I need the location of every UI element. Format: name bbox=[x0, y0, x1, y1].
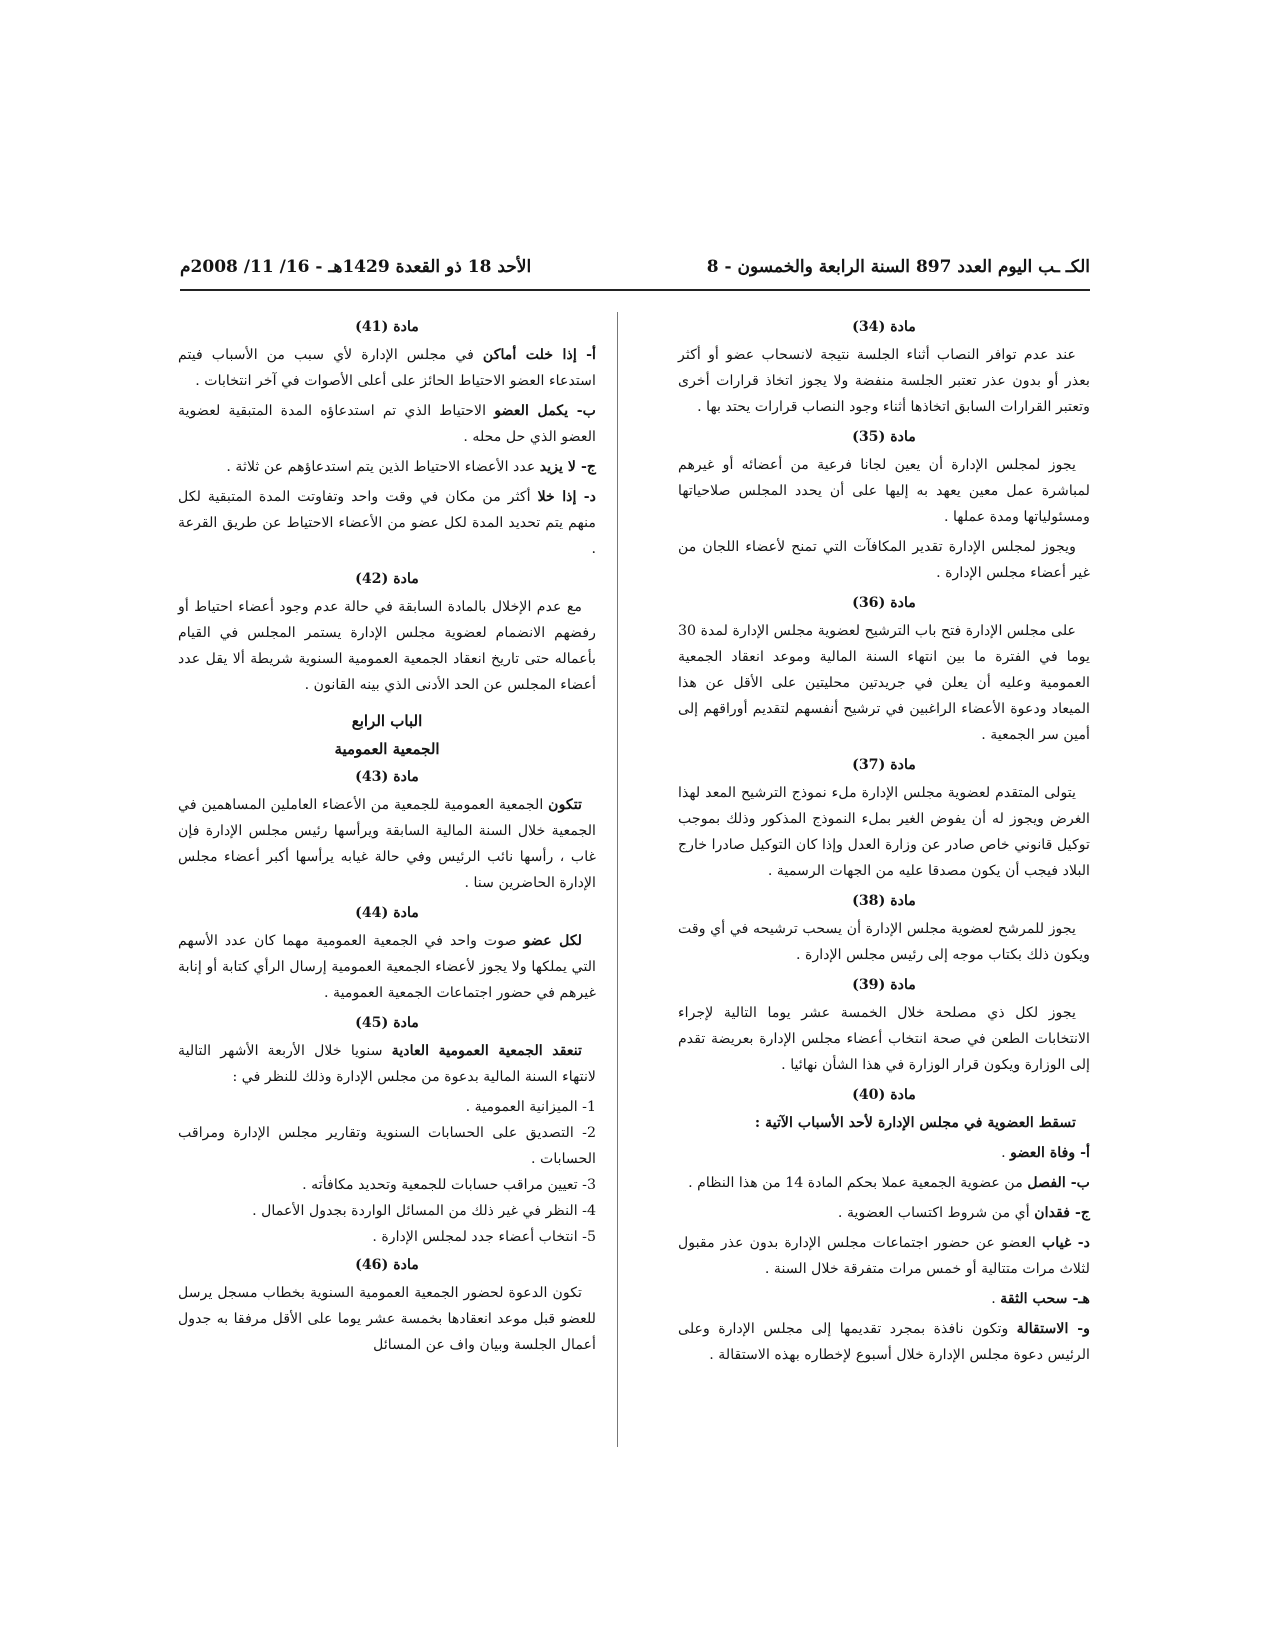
item-text: الاحتياط الذي تم استدعاؤه المدة المتبقية لعضوية العضو الذي حل محله . bbox=[178, 403, 596, 445]
article-41-item-a bbox=[178, 342, 596, 394]
item-text: العضو عن حضور اجتماعات مجلس الإدارة بدون عذر مقبول لثلاث مرات متتالية أو خمس مرات متفرقة خلال السنة . bbox=[678, 1235, 1090, 1277]
article-lead: لكل عضو bbox=[523, 933, 582, 949]
article-lead: تتكون bbox=[548, 797, 582, 813]
article-45-item-5: 5- انتخاب أعضاء جدد لمجلس الإدارة . bbox=[372, 1229, 596, 1245]
article-45-item-2: 2- التصديق على الحسابات السنوية وتقارير مجلس الإدارة ومراقب الحسابات . bbox=[178, 1125, 596, 1167]
item-lead: ج- لا يزيد bbox=[539, 459, 596, 475]
article-43-title: مادة (43) bbox=[355, 769, 419, 785]
article-34-title: مادة (34) bbox=[852, 319, 916, 335]
article-body: الجمعية العمومية للجمعية من الأعضاء العاملين المساهمين في الجمعية خلال السنة المالية السابقة ويرأسها رئيس مجلس الإدارة فإن غاب ، رأسها نائب الرئيس وفي حالة غيابه يرأسها أكبر أعضاء مجلس الإدارة الحاضرين سنا . bbox=[178, 797, 596, 891]
article-46-text: تكون الدعوة لحضور الجمعية العمومية السنوية بخطاب مسجل يرسل للعضو قبل موعد انعقادها بخمسة عشر يوما على الأقل مرفقا به جدول أعمال الجلسة وبيان واف عن المسائل bbox=[178, 1285, 596, 1353]
article-35-title: مادة (35) bbox=[852, 429, 916, 445]
item-text: في مجلس الإدارة لأي سبب من الأسباب فيتم استدعاء العضو الاحتياط الحائز على أعلى الأصوات في آخر انتخابات . bbox=[178, 347, 596, 389]
article-40-item-c bbox=[678, 1200, 1090, 1226]
issue-date: الأحد 18 ذو القعدة 1429هـ - 16/ 11/ 2008م bbox=[180, 257, 532, 277]
article-41-item-b bbox=[178, 398, 596, 450]
article-36-text: على مجلس الإدارة فتح باب الترشيح لعضوية مجلس الإدارة لمدة 30 يوما في الفترة ما بين انتهاء السنة المالية وموعد انعقاد الجمعية العمومية وعليه أن يعلن في جريدتين محليتين على الأقل عن هذا الميعاد ودعوة الأعضاء الراغبين في ترشيح أنفسهم لتقديم أوراقهم إلى أمين سر الجمعية . bbox=[678, 623, 1090, 743]
article-35-paragraph-1: يجوز لمجلس الإدارة أن يعين لجانا فرعية من أعضائه أو غيرهم لمباشرة عمل معين يعهد به إليها على أن يحدد المجلس صلاحياتها ومسئولياتها ومدة عملها . bbox=[678, 457, 1090, 525]
item-text: أي من شروط اكتساب العضوية . bbox=[837, 1205, 1035, 1221]
article-40-title: مادة (40) bbox=[852, 1087, 916, 1103]
right-column bbox=[678, 312, 1090, 1372]
article-40-intro: تسقط العضوية في مجلس الإدارة لأحد الأسباب الآتية : bbox=[754, 1115, 1076, 1131]
item-lead: د- غياب bbox=[1041, 1235, 1090, 1251]
item-lead: د- إذا خلا bbox=[537, 489, 596, 505]
article-39-text: يجوز لكل ذي مصلحة خلال الخمسة عشر يوما التالية لإجراء الانتخابات الطعن في صحة انتخاب أعضاء مجلس الإدارة بعريضة تقدم إلى الوزارة ويكون قرار الوزارة في هذا الشأن نهائيا . bbox=[678, 1005, 1090, 1073]
article-41-title: مادة (41) bbox=[355, 319, 419, 335]
article-lead: تنعقد الجمعية العمومية العادية bbox=[391, 1043, 582, 1059]
article-37-text: يتولى المتقدم لعضوية مجلس الإدارة ملء نموذج الترشيح المعد لهذا الغرض ويجوز له أن يفوض الغير بملء النموذج المذكور وذلك بموجب توكيل قانوني خاص صادر عن وزارة العدل وإذا كان التوكيل صادرا خارج البلاد فيجب أن يكون مصدقا عليه من الجهات الرسمية . bbox=[678, 785, 1090, 879]
article-35-paragraph-2: ويجوز لمجلس الإدارة تقدير المكافآت التي تمنح لأعضاء اللجان من غير أعضاء مجلس الإدارة . bbox=[678, 539, 1090, 581]
article-37-title: مادة (37) bbox=[852, 757, 916, 773]
article-44-text bbox=[178, 928, 596, 1006]
item-text: . bbox=[1001, 1145, 1011, 1161]
article-39-title: مادة (39) bbox=[852, 977, 916, 993]
item-lead: ب- الفصل bbox=[1027, 1175, 1090, 1191]
article-42-title: مادة (42) bbox=[355, 571, 419, 587]
article-42-text: مع عدم الإخلال بالمادة السابقة في حالة عدم وجود أعضاء احتياط أو رفضهم الانضمام لعضوية مجلس الإدارة يستمر المجلس في القيام بأعماله حتى تاريخ انعقاد الجمعية العمومية السنوية شريطة ألا يقل عدد أعضاء المجلس عن الحد الأدنى الذي بينه القانون . bbox=[178, 599, 596, 693]
left-column bbox=[178, 312, 596, 1362]
article-40-item-d bbox=[678, 1230, 1090, 1282]
article-45-text bbox=[178, 1038, 596, 1090]
article-34-text: عند عدم توافر النصاب أثناء الجلسة نتيجة لانسحاب عضو أو أكثر بعذر أو بدون عذر تعتبر الجلسة منفضة ولا يجوز اتخاذ قرارات أخرى وتعتبر القرارات السابق اتخاذها أثناء وجود النصاب قرارات يحتد بها . bbox=[678, 347, 1090, 415]
column-divider bbox=[617, 312, 618, 1447]
article-45-item-1: 1- الميزانية العمومية . bbox=[465, 1099, 596, 1115]
article-46-title: مادة (46) bbox=[355, 1257, 419, 1273]
item-text: أكثر من مكان في وقت واحد وتفاوتت المدة المتبقية لكل منهم يتم تحديد المدة لكل عضو من الأعضاء الاحتياط عن طريق القرعة . bbox=[178, 489, 596, 557]
article-40-item-a bbox=[678, 1140, 1090, 1166]
article-40-item-f bbox=[678, 1316, 1090, 1368]
article-body: صوت واحد في الجمعية العمومية مهما كان عدد الأسهم التي يملكها ولا يجوز لأعضاء الجمعية العمومية إرسال الرأي كتابة أو إنابة غيرهم في حضور اجتماعات الجمعية العمومية . bbox=[178, 933, 596, 1001]
item-text: عدد الأعضاء الاحتياط الذين يتم استدعاؤهم عن ثلاثة . bbox=[226, 459, 540, 475]
newspaper-issue-info: الكـ ـب اليوم العدد 897 السنة الرابعة والخمسون - 8 bbox=[706, 257, 1090, 277]
item-lead: أ- وفاة العضو bbox=[1010, 1145, 1090, 1161]
article-38-title: مادة (38) bbox=[852, 893, 916, 909]
item-lead: هـ- سحب الثقة bbox=[1000, 1291, 1090, 1307]
article-36-title: مادة (36) bbox=[852, 595, 916, 611]
chapter-number: الباب الرابع bbox=[351, 712, 423, 730]
item-text: . bbox=[991, 1291, 1001, 1307]
item-lead: ب- يكمل العضو bbox=[494, 403, 596, 419]
item-lead: ج- فقدان bbox=[1034, 1205, 1090, 1221]
item-text: وتكون نافذة بمجرد تقديمها إلى مجلس الإدارة وعلى الرئيس دعوة مجلس الإدارة خلال أسبوع لإخطاره بهذه الاستقالة . bbox=[678, 1321, 1090, 1363]
article-43-text bbox=[178, 792, 596, 896]
chapter-title: الجمعية العمومية bbox=[334, 740, 440, 758]
article-44-title: مادة (44) bbox=[355, 905, 419, 921]
article-45-item-4: 4- النظر في غير ذلك من المسائل الواردة بجدول الأعمال . bbox=[252, 1203, 596, 1219]
article-41-item-c bbox=[178, 454, 596, 480]
item-lead: و- الاستقالة bbox=[1016, 1321, 1091, 1337]
article-40-item-e bbox=[678, 1286, 1090, 1312]
article-45-title: مادة (45) bbox=[355, 1015, 419, 1031]
article-38-text: يجوز للمرشح لعضوية مجلس الإدارة أن يسحب ترشيحه في أي وقت ويكون ذلك بكتاب موجه إلى رئيس مجلس الإدارة . bbox=[678, 921, 1090, 963]
article-45-item-3: 3- تعيين مراقب حسابات للجمعية وتحديد مكافأته . bbox=[302, 1177, 596, 1193]
article-body: سنويا خلال الأربعة الأشهر التالية لانتهاء السنة المالية بدعوة من مجلس الإدارة وذلك للنظر في : bbox=[178, 1043, 596, 1085]
item-text: من عضوية الجمعية عملا بحكم المادة 14 من هذا النظام . bbox=[688, 1175, 1028, 1191]
article-41-item-d bbox=[178, 484, 596, 562]
article-40-item-b bbox=[678, 1170, 1090, 1196]
item-lead: أ- إذا خلت أماكن bbox=[482, 347, 596, 363]
page-header bbox=[180, 257, 1090, 291]
